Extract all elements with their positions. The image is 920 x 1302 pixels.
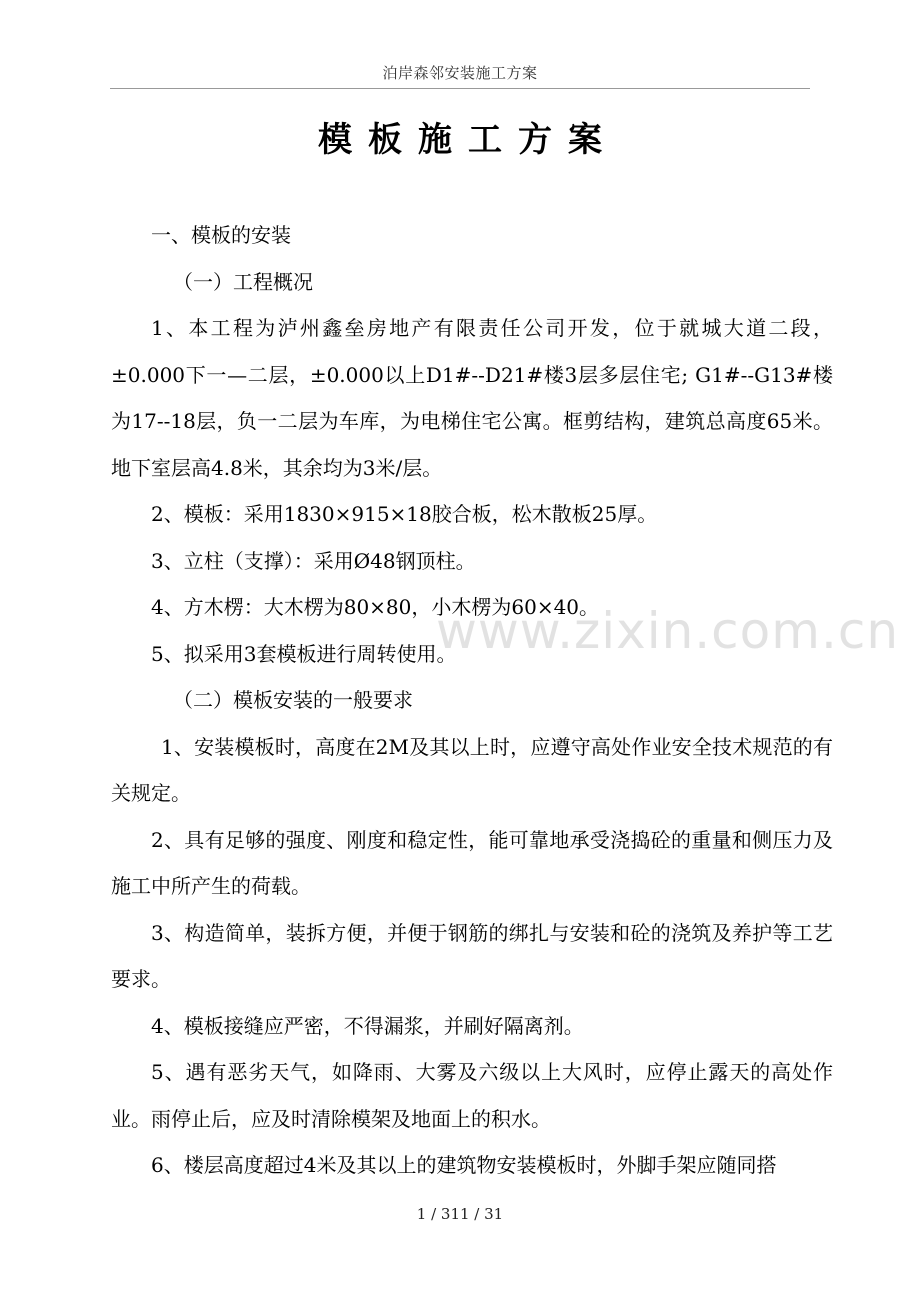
requirement-item: 2、具有足够的强度、刚度和稳定性，能可靠地承受浇捣砼的重量和侧压力及施工中所产生的荷载。 (111, 827, 833, 898)
running-header: 泊岸森邻安装施工方案 (382, 64, 538, 82)
overview-item: 3、立柱（支撑）：采用Ø48钢顶柱。 (151, 548, 476, 573)
watermark-text: www.zixin.com.cn (436, 602, 900, 660)
overview-item: 5、拟采用3套模板进行周转使用。 (151, 641, 457, 666)
header-divider (110, 88, 810, 89)
subsection-heading: （一）工程概况 (173, 269, 313, 294)
document-body (111, 212, 833, 1189)
overview-item: 2、模板：采用1830×915×18胶合板，松木散板25厚。 (151, 502, 658, 526)
requirement-item: 6、楼层高度超过4米及其以上的建筑物安装模板时，外脚手架应随同搭 (151, 1153, 777, 1177)
document-title: 模板施工方案 (318, 120, 618, 160)
requirement-item: 1、安装模板时，高度在2M及其以上时，应遵守高处作业安全技术规范的有关规定。 (111, 734, 833, 805)
requirement-item: 4、模板接缝应严密，不得漏浆，并刷好隔离剂。 (151, 1013, 584, 1038)
subsection-heading: （二）模板安装的一般要求 (173, 688, 413, 712)
section-heading: 一、模板的安装 (151, 223, 291, 247)
page-number: 1 / 311 / 31 (416, 1205, 504, 1223)
overview-item: 1、本工程为泸州鑫垒房地产有限责任公司开发，位于就城大道二段，±0.000下一—二层，±0.000以上D1#--D21#楼3层多层住宅; G1#--G13#楼为17--18层，负一二层为车库，为电梯住宅公寓。框剪结构，建筑总高度65米。地下室层高4.8米，其余均为3米/层。 (111, 316, 833, 480)
overview-item: 4、方木楞：大木楞为80×80，小木楞为60×40。 (151, 595, 600, 619)
requirement-item: 5、遇有恶劣天气，如降雨、大雾及六级以上大风时，应停止露天的高处作业。雨停止后，应及时清除模架及地面上的积水。 (111, 1060, 833, 1131)
requirement-item: 3、构造简单，装拆方便，并便于钢筋的绑扎与安装和砼的浇筑及养护等工艺要求。 (111, 920, 833, 991)
